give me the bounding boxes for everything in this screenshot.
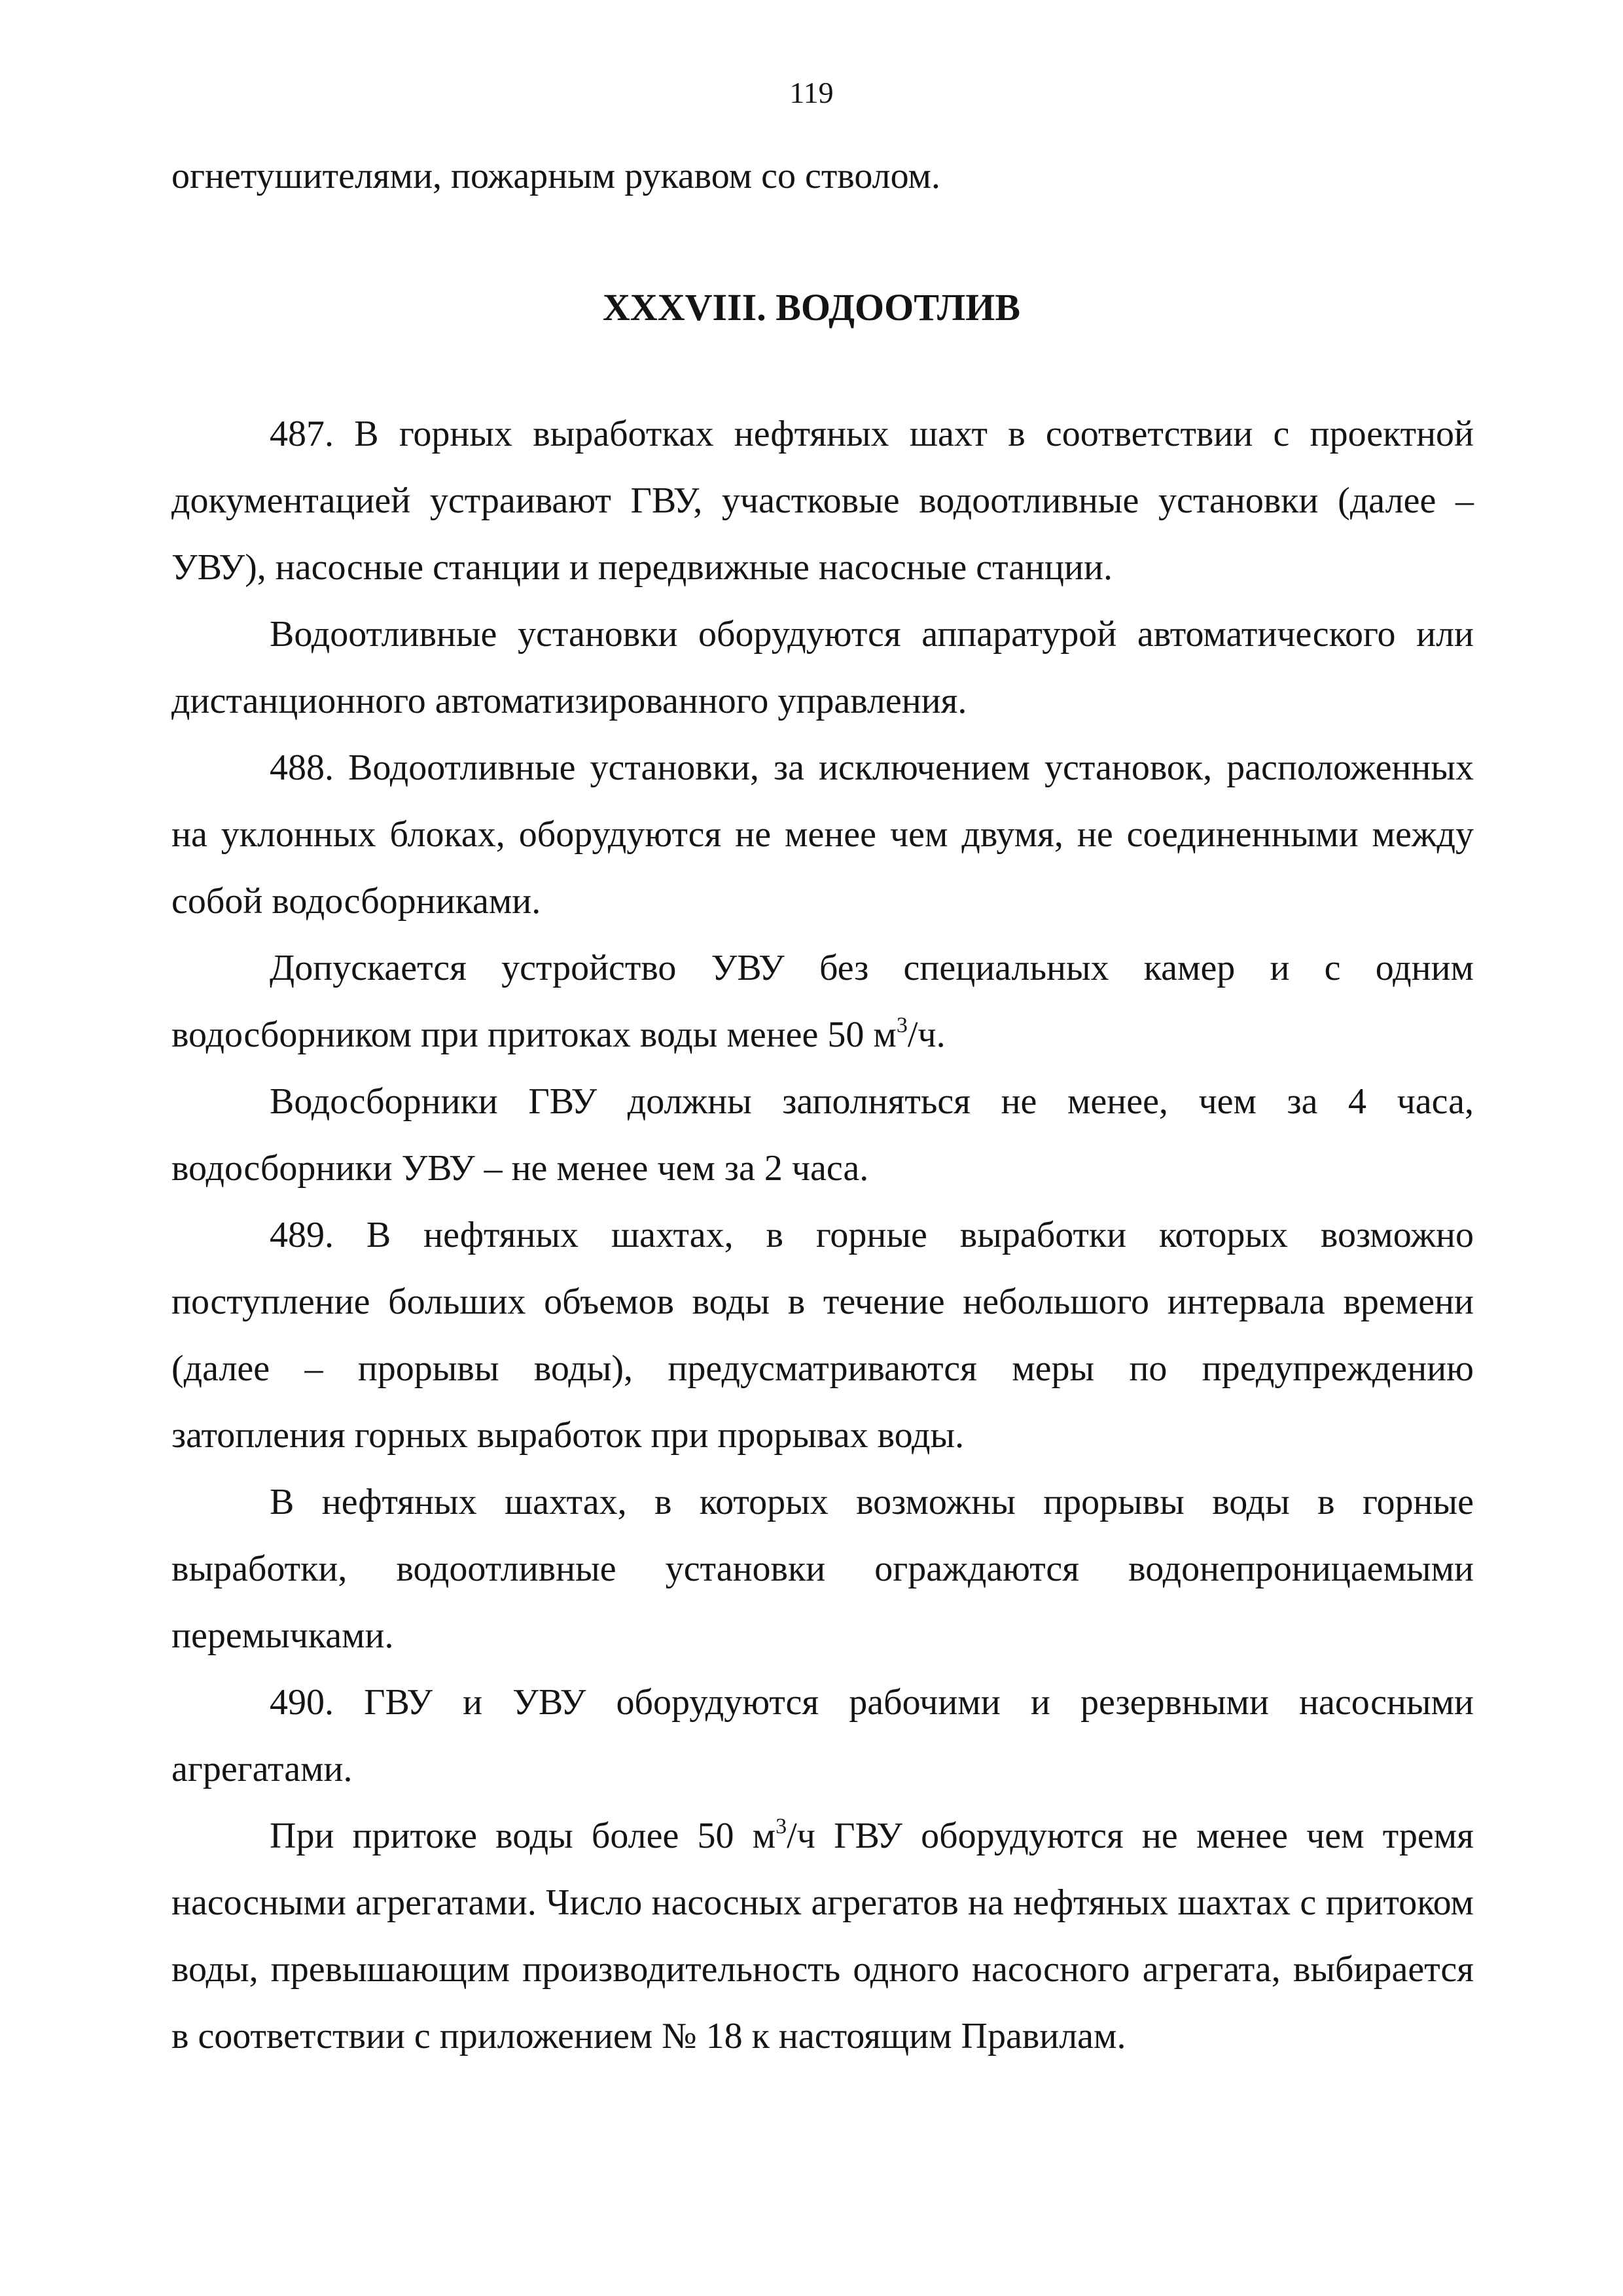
paragraph-text: /ч ГВУ оборудуются не менее чем тремя насосными агрегатами. Число насосных агрегатов на нефтяных шахтах с притоком воды, превышающим производительность одного насосного агрегата, выбирается в соответствии с приложением № 18 к настоящим Правилам.: [171, 1816, 1474, 2056]
superscript: 3: [776, 1814, 787, 1839]
paragraph-489: 489. В нефтяных шахтах, в горные выработки которых возможно поступление больших объемов воды в течение небольшого интервала времени (далее – прорывы воды), предусматриваются меры по предупреждению затопления горных выработок при прорывах воды.: [171, 1215, 1474, 1456]
paragraph-490-pumps: [171, 1803, 1474, 2070]
paragraph-490: 490. ГВУ и УВУ оборудуются рабочими и резервными насосными агрегатами.: [171, 1682, 1474, 1789]
paragraph-488-uvu: [171, 935, 1474, 1068]
section-title: XXXVIII. ВОДООТЛИВ: [602, 286, 1021, 329]
paragraph-488: 488. Водоотливные установки, за исключением установок, расположенных на уклонных блоках, оборудуются не менее чем двумя, не соединенными между собой водосборниками.: [171, 747, 1474, 922]
paragraph-488-fill-time: Водосборники ГВУ должны заполняться не менее, чем за 4 часа, водосборники УВУ – не менее чем за 2 часа.: [171, 1081, 1474, 1189]
page-number: 119: [789, 76, 834, 109]
paragraph-489-barriers: В нефтяных шахтах, в которых возможны прорывы воды в горные выработки, водоотливные установки ограждаются водонепроницаемыми перемычками.: [171, 1482, 1474, 1656]
paragraph-487: 487. В горных выработках нефтяных шахт в соответствии с проектной документацией устраивают ГВУ, участковые водоотливные установки (далее – УВУ), насосные станции и передвижные насосные станции.: [171, 414, 1474, 588]
section-content: [171, 401, 1474, 2070]
continuation-text: огнетушителями, пожарным рукавом со стволом.: [171, 156, 940, 196]
paragraph-text: Допускается устройство УВУ без специальных камер и с одним водосборником при притоках воды менее 50 м: [171, 948, 1474, 1055]
paragraph-487-control: Водоотливные установки оборудуются аппаратурой автоматического или дистанционного автоматизированного управления.: [171, 614, 1474, 721]
paragraph-text: При притоке воды более 50 м: [270, 1816, 776, 1856]
superscript: 3: [896, 1013, 908, 1037]
paragraph-text: /ч.: [907, 1014, 946, 1055]
